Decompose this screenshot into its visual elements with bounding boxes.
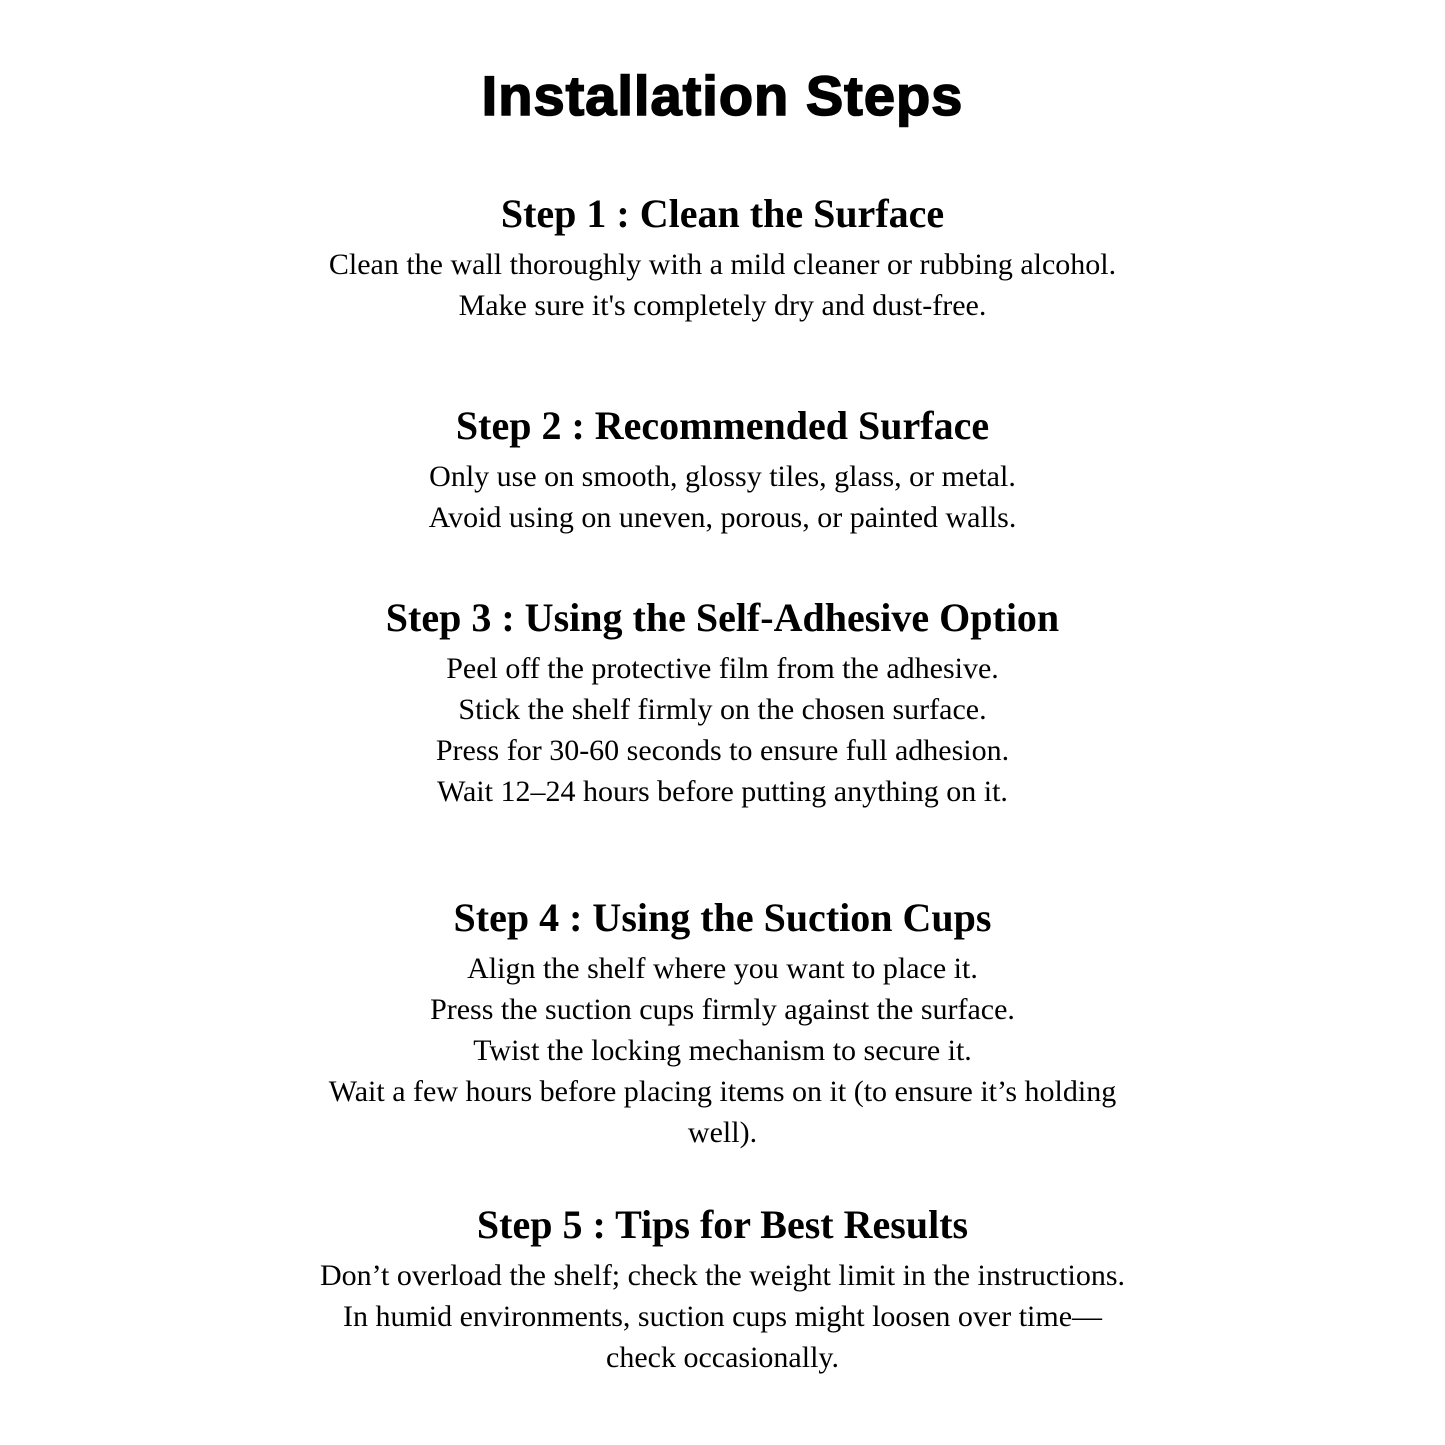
step-body-line: check occasionally. (606, 1341, 839, 1374)
step-body-line: Press for 30-60 seconds to ensure full adhesion. (435, 734, 1010, 767)
step-body-line: Align the shelf where you want to place it. (467, 952, 978, 985)
page-title: Installation Steps (481, 64, 964, 127)
step-body-line: Wait 12–24 hours before putting anything on it. (437, 775, 1008, 808)
step-2-body (173, 456, 1273, 538)
step-1-heading: Step 1 : Clean the Surface (500, 191, 945, 236)
step-4-heading: Step 4 : Using the Suction Cups (453, 895, 992, 940)
step-section-2 (173, 402, 1273, 538)
step-3-heading: Step 3 : Using the Self-Adhesive Option (385, 595, 1060, 640)
step-body-line: Only use on smooth, glossy tiles, glass, or metal. (429, 460, 1016, 493)
step-section-3 (173, 594, 1273, 812)
step-section-1 (173, 190, 1273, 326)
step-body-line: Press the suction cups firmly against the surface. (430, 993, 1015, 1026)
step-2-heading: Step 2 : Recommended Surface (455, 403, 990, 448)
step-1-body (173, 244, 1273, 326)
step-body-line: Make sure it's completely dry and dust-free. (458, 289, 987, 322)
step-4-body (173, 948, 1273, 1153)
step-section-4 (173, 894, 1273, 1153)
step-body-line: In humid environments, suction cups might loosen over time— (342, 1300, 1103, 1333)
step-body-line: Peel off the protective film from the adhesive. (446, 652, 999, 685)
step-body-line: Twist the locking mechanism to secure it. (473, 1034, 972, 1067)
step-body-line: Avoid using on uneven, porous, or painted walls. (428, 501, 1017, 534)
step-body-line: well). (687, 1116, 758, 1149)
step-body-line: Clean the wall thoroughly with a mild cleaner or rubbing alcohol. (328, 248, 1117, 281)
step-body-line: Don’t overload the shelf; check the weight limit in the instructions. (319, 1259, 1126, 1292)
step-5-heading: Step 5 : Tips for Best Results (476, 1202, 969, 1247)
step-5-body (173, 1255, 1273, 1378)
step-body-line: Wait a few hours before placing items on it (to ensure it’s holding (328, 1075, 1117, 1108)
step-section-5 (173, 1201, 1273, 1378)
step-3-body (173, 648, 1273, 812)
step-body-line: Stick the shelf firmly on the chosen surface. (458, 693, 987, 726)
